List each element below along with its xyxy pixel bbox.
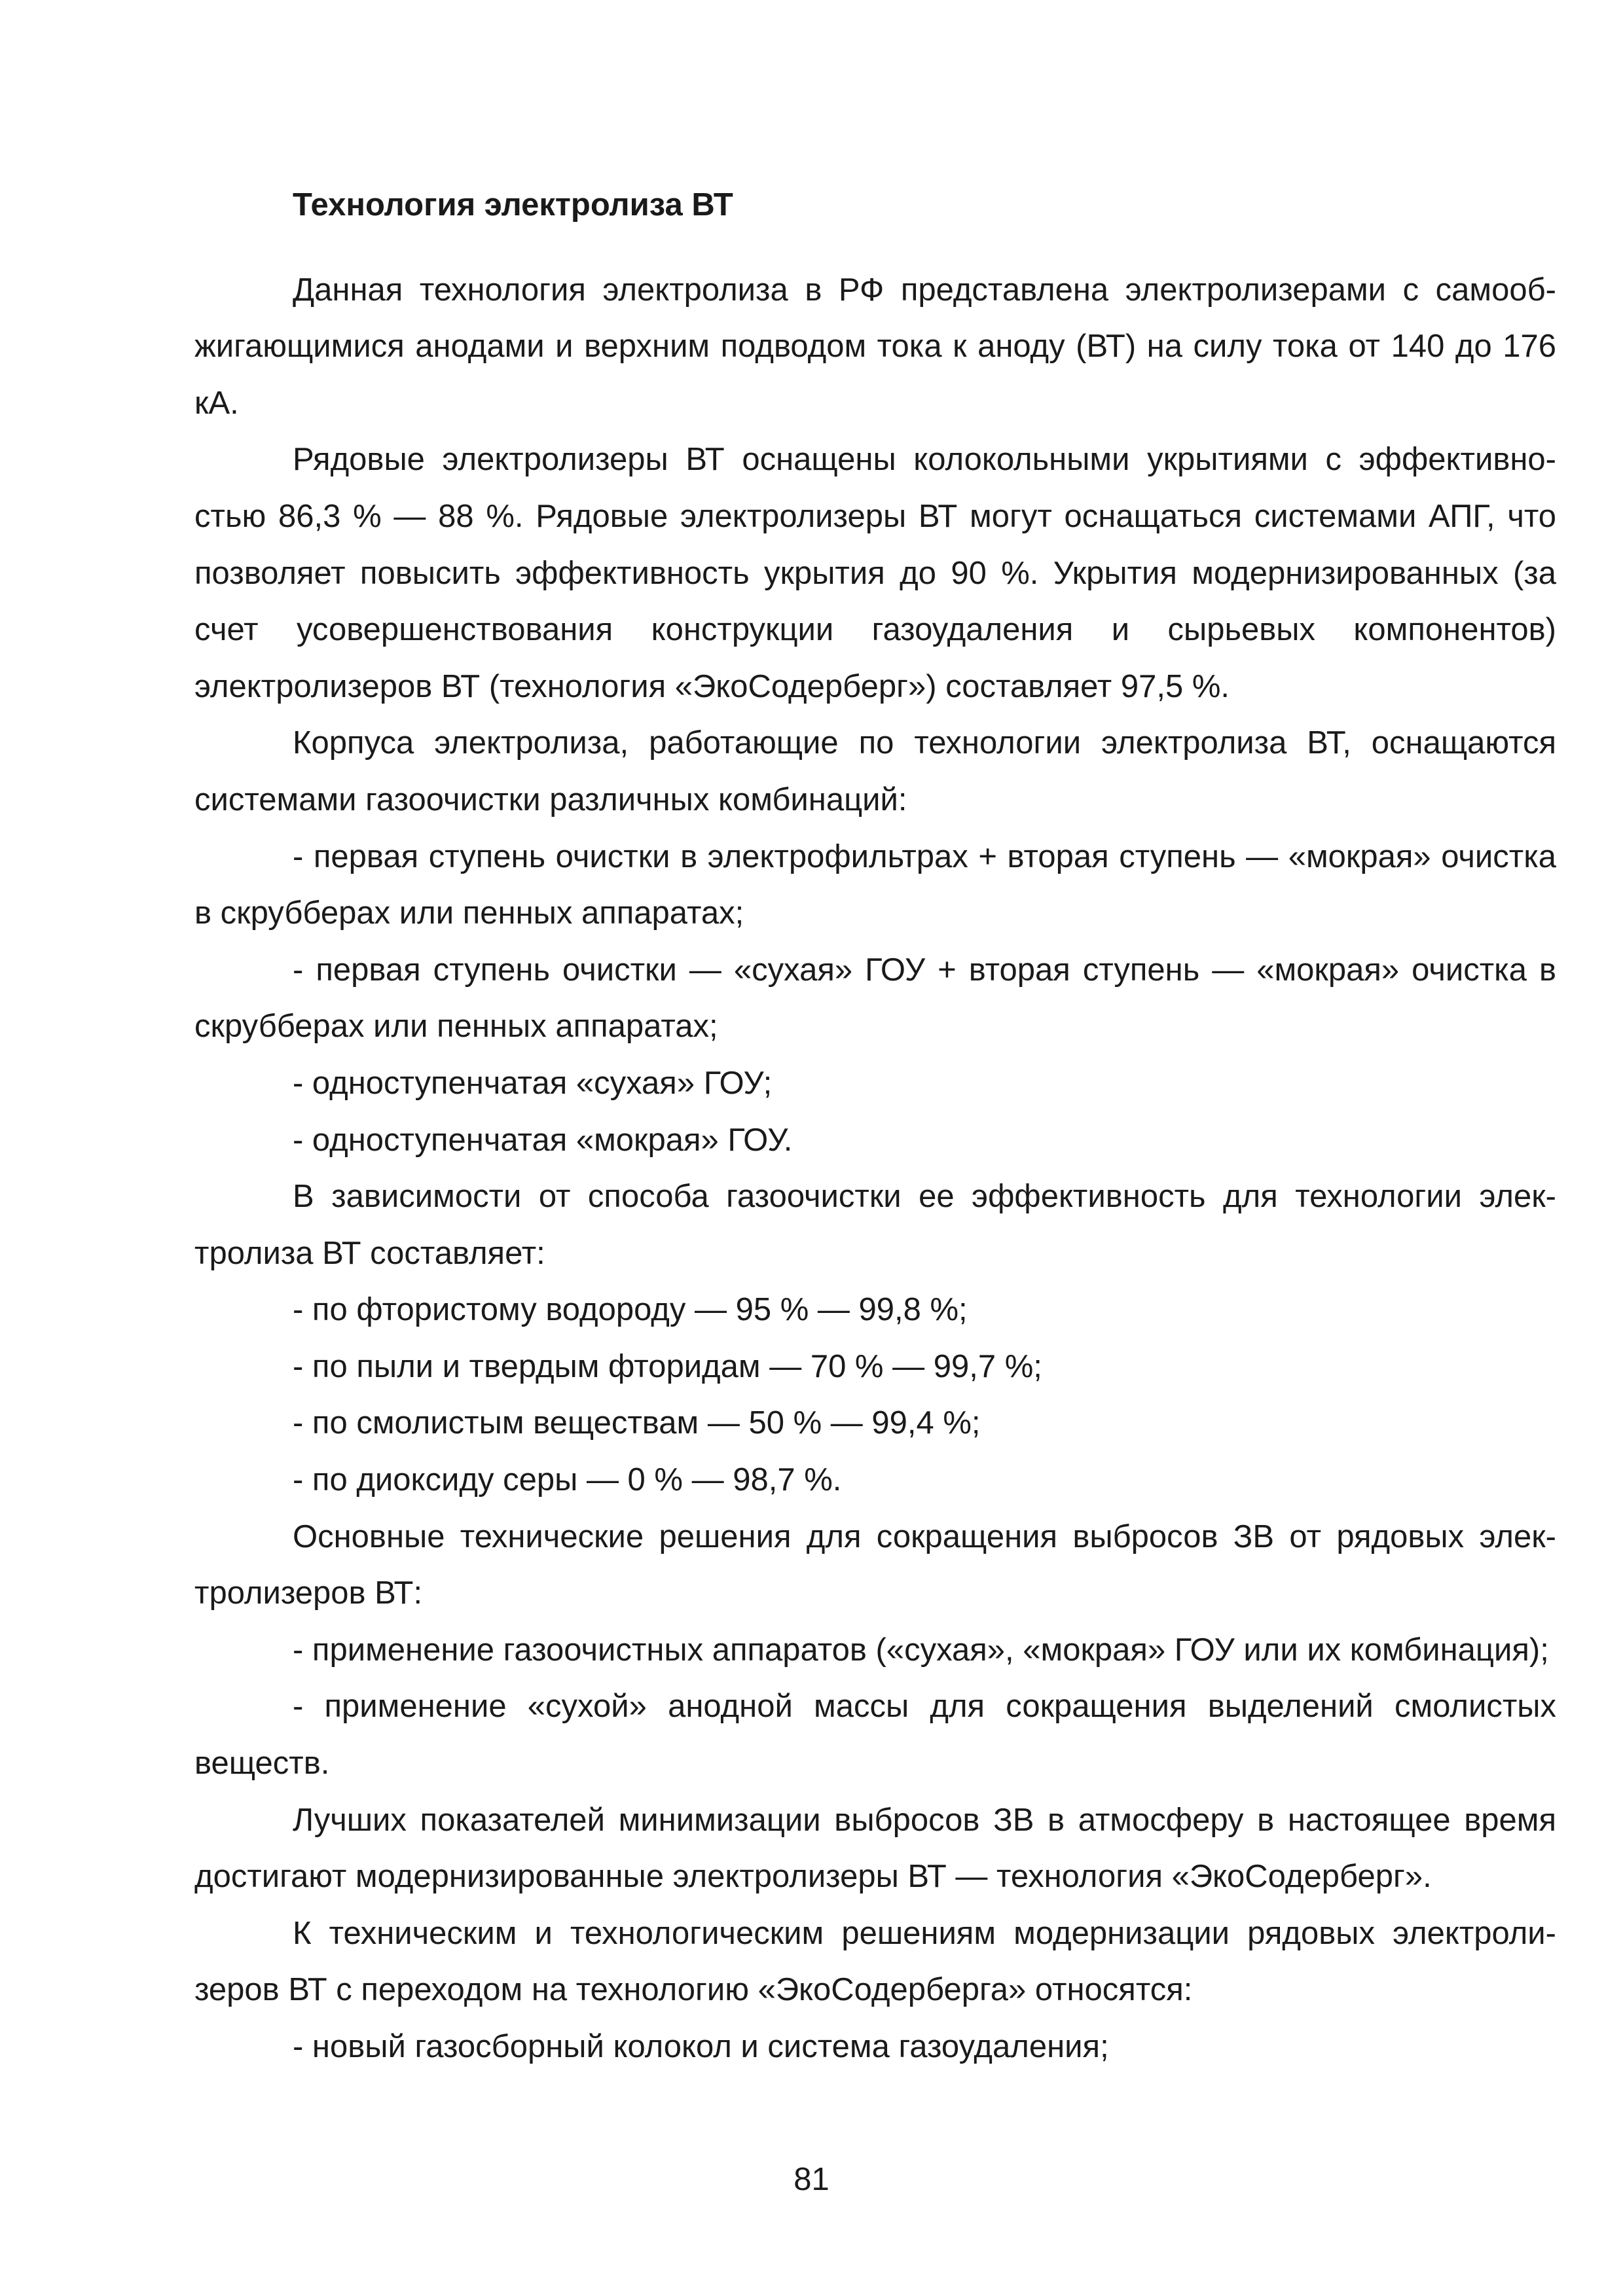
paragraph-intro: Данная технология электролиза в РФ представлена электролизерами с самообжигающимися анодами и верхним подводом тока к аноду (ВТ) на силу тока от 140 до 176 кА. (194, 272, 1556, 421)
list-item: - одноступенчатая «сухая» ГОУ; (293, 1065, 773, 1101)
section-heading: Технология электролиза ВТ (293, 187, 733, 223)
list-item: - применение «сухой» анодной массы для сокращения выделений смолистых веществ. (194, 1689, 1556, 1782)
paragraph-covers: Рядовые электролизеры ВТ оснащены колокольными укрытиями с эффективностью 86,3 % — 88 %. Рядовые электролизеры ВТ могут оснащаться системами АПГ, что позволяет повысить эффективность укрытия до 90 %. Укрытия модернизированных (за счет усовершенствования конструкции газоудаления и сырьевых компонентов) электролизеров ВТ (технология «ЭкоСодерберг») составляет 97,5 %. (194, 442, 1556, 704)
list-item: - по смолистым веществам — 50 % — 99,4 %; (293, 1405, 981, 1441)
paragraph-best-results: Лучших показателей минимизации выбросов ЗВ в атмосферу в настоящее время достигают модернизированные электролизеры ВТ — технология «ЭкоСодерберг». (194, 1802, 1556, 1895)
page-number: 81 (793, 2162, 830, 2197)
paragraph-solutions: Основные технические решения для сокращения выбросов ЗВ от рядовых электролизеров ВТ: (194, 1518, 1556, 1611)
paragraph-gas-cleaning: Корпуса электролиза, работающие по технологии электролиза ВТ, оснащаются системами газоочистки различных комбинаций: (194, 725, 1556, 817)
list-item: - по фтористому водороду — 95 % — 99,8 %; (293, 1292, 968, 1328)
list-item: - по пыли и твердым фторидам — 70 % — 99,7 %; (293, 1348, 1042, 1384)
paragraph-modernization: К техническим и технологическим решениям модернизации рядовых электролизеров ВТ с переходом на технологию «ЭкоСодерберга» относятся: (194, 1915, 1556, 2008)
list-item: - по диоксиду серы — 0 % — 98,7 %. (293, 1462, 842, 1498)
paragraph-efficiency: В зависимости от способа газоочистки ее эффективность для технологии электролиза ВТ составляет: (194, 1179, 1556, 1271)
document-page (194, 177, 1556, 2075)
list-item: - применение газоочистных аппаратов («сухая», «мокрая» ГОУ или их комбинация); (293, 1632, 1549, 1668)
list-item: - новый газосборный колокол и система газоудаления; (293, 2029, 1109, 2064)
list-item: - первая ступень очистки в электрофильтрах + вторая ступень — «мокрая» очистка в скрубберах или пенных аппаратах; (194, 838, 1556, 931)
list-item: - первая ступень очистки — «сухая» ГОУ + вторая ступень — «мокрая» очистка в скрубберах или пенных аппаратах; (194, 952, 1556, 1045)
list-item: - одноступенчатая «мокрая» ГОУ. (293, 1122, 793, 1158)
